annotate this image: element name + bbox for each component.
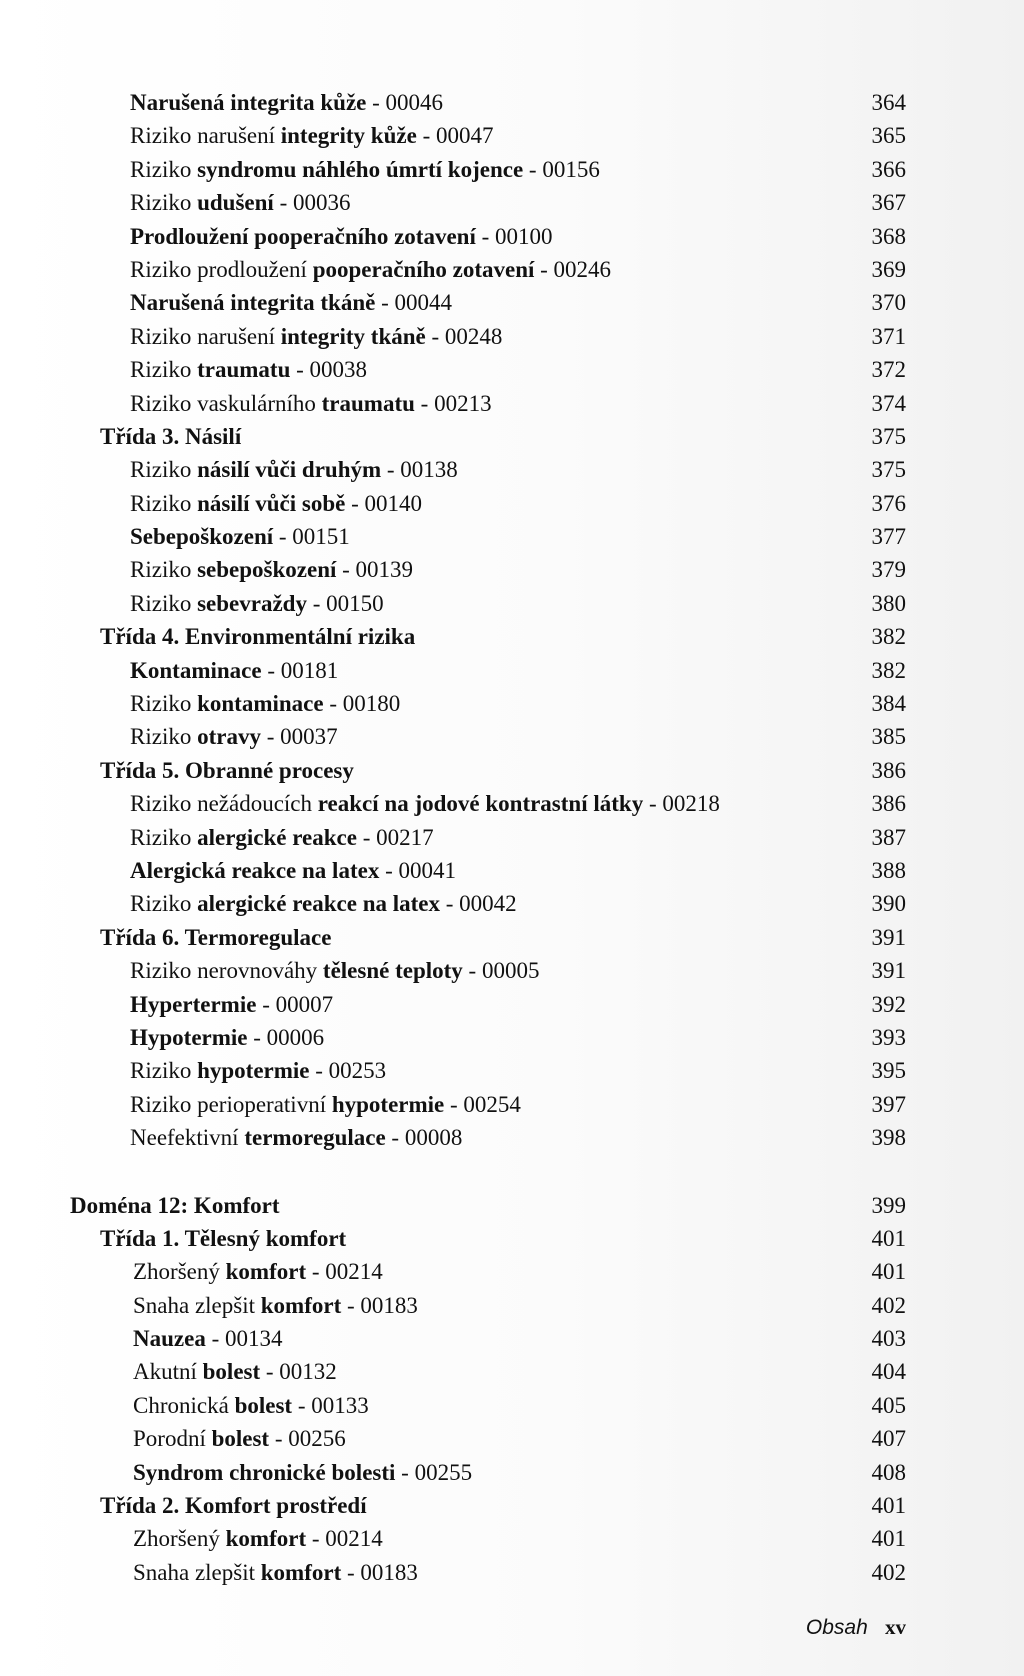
toc-entry (0, 1522, 1024, 1555)
toc-entry (0, 119, 1024, 152)
toc-page-number: 374 (871, 390, 906, 416)
toc-entry-title (130, 687, 400, 720)
toc-page-number: 401 (871, 1259, 906, 1285)
title-emphasis: Třída 2. Komfort prostředí (100, 1493, 367, 1519)
toc-entry-title (130, 954, 539, 987)
toc-entry (0, 1556, 1024, 1589)
toc-entry-title (130, 253, 611, 286)
title-emphasis: Třída 4. Environmentální rizika (100, 624, 416, 650)
toc-page-number: 399 (871, 1192, 906, 1218)
title-emphasis: Narušená integrita tkáně (130, 290, 376, 316)
title-suffix: - 00151 (273, 524, 350, 550)
title-suffix: - 00214 (306, 1259, 383, 1285)
title-emphasis: syndromu náhlého úmrtí kojence (197, 156, 524, 182)
toc-entry-title (130, 220, 553, 253)
toc-page-number: 366 (871, 156, 906, 182)
title-suffix: - 00183 (341, 1292, 418, 1318)
title-emphasis: Třída 1. Tělesný komfort (100, 1225, 347, 1251)
toc-class-entry (0, 921, 1024, 954)
toc-entry (0, 186, 1024, 219)
toc-entry (0, 1389, 1024, 1422)
title-prefix: Riziko (130, 490, 198, 516)
toc-entry-title (130, 453, 458, 486)
toc-page-number: 401 (871, 1493, 906, 1519)
title-prefix: Riziko (130, 590, 198, 616)
toc-entry (0, 687, 1024, 720)
running-heading: Obsah (805, 1616, 868, 1639)
toc-entry (0, 86, 1024, 119)
page-footer (806, 1615, 906, 1640)
title-emphasis: násilí vůči sobě (197, 490, 346, 516)
title-prefix: Chronická (133, 1392, 235, 1418)
title-prefix: Porodní (133, 1426, 212, 1452)
toc-class-entry (0, 420, 1024, 453)
toc-page-number: 375 (871, 457, 906, 483)
title-prefix: Zhoršený (133, 1259, 226, 1285)
title-prefix: Riziko (130, 691, 198, 717)
toc-page-number: 391 (871, 958, 906, 984)
title-suffix: - 00100 (475, 223, 553, 249)
title-suffix: - 00044 (375, 290, 452, 316)
toc-page-number: 376 (871, 490, 906, 516)
toc-entry (0, 387, 1024, 420)
title-suffix: - 00156 (523, 156, 600, 182)
title-prefix: Riziko (130, 190, 198, 216)
title-suffix: - 00213 (414, 390, 492, 416)
title-suffix: - 00134 (205, 1326, 283, 1352)
toc-page-number: 398 (871, 1125, 906, 1151)
toc-page-number: 390 (871, 891, 906, 917)
title-emphasis: komfort (225, 1259, 307, 1285)
toc-page-number: 386 (871, 757, 906, 783)
toc-entry-title (133, 1556, 418, 1589)
toc-entry-title (130, 119, 493, 152)
toc-entry (0, 720, 1024, 753)
toc-page-number: 404 (871, 1359, 906, 1385)
toc-entry-title (100, 420, 241, 453)
title-prefix: Riziko prodloužení (130, 256, 313, 282)
title-emphasis: Doména 12: Komfort (70, 1192, 280, 1218)
title-prefix: Riziko (130, 891, 198, 917)
title-emphasis: integrity kůže (280, 123, 417, 149)
title-suffix: - 00248 (425, 323, 503, 349)
toc-entry-title (100, 921, 331, 954)
toc-entry-title (130, 787, 720, 820)
toc-entry-title (130, 720, 338, 753)
title-emphasis: komfort (225, 1526, 307, 1552)
toc-page-number: 397 (871, 1091, 906, 1117)
toc-page-number: 377 (871, 524, 906, 550)
title-prefix: Riziko nežádoucích (130, 791, 318, 817)
title-emphasis: tělesné teploty (322, 958, 463, 984)
toc-entry-title (130, 520, 350, 553)
toc-page-number: 401 (871, 1225, 906, 1251)
toc-page-number: 402 (871, 1292, 906, 1318)
title-suffix: - 00181 (261, 657, 339, 683)
title-prefix: Riziko (130, 724, 198, 750)
title-suffix: - 00253 (309, 1058, 387, 1084)
title-emphasis: udušení (197, 190, 274, 216)
toc-page-number: 402 (871, 1559, 906, 1585)
title-suffix: - 00183 (341, 1559, 418, 1585)
toc-page-number: 368 (871, 223, 906, 249)
toc-entry-title (133, 1255, 383, 1288)
title-emphasis: násilí vůči druhým (197, 457, 382, 483)
title-suffix: - 00132 (260, 1359, 337, 1385)
toc-entry-title (130, 1054, 386, 1087)
title-emphasis: bolest (211, 1426, 270, 1452)
title-suffix: - 00246 (534, 256, 612, 282)
title-prefix: Riziko (130, 824, 198, 850)
toc-entry (0, 453, 1024, 486)
toc-page-number: 367 (871, 190, 906, 216)
toc-entry (0, 220, 1024, 253)
title-suffix: - 00042 (440, 891, 517, 917)
toc-class-entry (0, 754, 1024, 787)
title-suffix: - 00036 (273, 190, 351, 216)
title-prefix: Zhoršený (133, 1526, 226, 1552)
toc-entry (0, 787, 1024, 820)
table-of-contents (0, 86, 1024, 1589)
title-prefix: Riziko (130, 557, 198, 583)
toc-page-number: 385 (871, 724, 906, 750)
toc-entry-title (130, 988, 333, 1021)
toc-page-number: 365 (871, 123, 906, 149)
title-prefix: Snaha zlepšit (133, 1559, 261, 1585)
toc-entry-title (130, 286, 452, 319)
title-suffix: - 00037 (260, 724, 338, 750)
toc-class-entry (0, 1489, 1024, 1522)
title-emphasis: traumatu (321, 390, 415, 416)
toc-entry-title (130, 86, 443, 119)
title-prefix: Riziko (130, 357, 198, 383)
title-suffix: - 00214 (306, 1526, 383, 1552)
title-emphasis: termoregulace (244, 1125, 386, 1151)
title-suffix: - 00041 (379, 857, 456, 883)
toc-entry (0, 954, 1024, 987)
toc-entry-title (130, 1021, 324, 1054)
title-suffix: - 00038 (290, 357, 368, 383)
toc-page-number: 403 (871, 1326, 906, 1352)
title-emphasis: hypotermie (331, 1091, 445, 1117)
toc-entry (0, 1021, 1024, 1054)
toc-page-number: 408 (871, 1459, 906, 1485)
title-emphasis: pooperačního zotavení (312, 256, 535, 282)
toc-entry (0, 1355, 1024, 1388)
title-emphasis: sebepoškození (197, 557, 337, 583)
toc-entry-title (130, 887, 517, 920)
toc-class-entry (0, 620, 1024, 653)
title-suffix: - 00255 (395, 1459, 473, 1485)
title-emphasis: alergické reakce na latex (197, 891, 441, 917)
toc-entry-title (130, 353, 367, 386)
title-suffix: - 00256 (269, 1426, 346, 1452)
title-suffix: - 00006 (247, 1024, 325, 1050)
toc-entry (0, 320, 1024, 353)
title-emphasis: Třída 6. Termoregulace (100, 924, 332, 950)
toc-entry (0, 520, 1024, 553)
title-emphasis: komfort (260, 1559, 342, 1585)
title-emphasis: komfort (260, 1292, 342, 1318)
toc-entry-title (133, 1522, 383, 1555)
title-emphasis: Kontaminace (130, 657, 262, 683)
toc-entry-title (130, 153, 600, 186)
title-emphasis: hypotermie (197, 1058, 310, 1084)
toc-page-number: 364 (871, 90, 906, 115)
toc-entry (0, 1456, 1024, 1489)
title-emphasis: Třída 3. (100, 423, 180, 449)
toc-entry-title (133, 1355, 337, 1388)
toc-entry-title (70, 1189, 280, 1222)
toc-domain-entry (0, 1189, 1024, 1222)
toc-entry (0, 253, 1024, 286)
toc-entry (0, 487, 1024, 520)
title-suffix: - 00217 (356, 824, 434, 850)
title-suffix: - 00005 (462, 958, 540, 984)
title-suffix: - 00047 (416, 123, 494, 149)
page-number: xv (885, 1615, 906, 1639)
title-prefix: Riziko nerovnováhy (130, 958, 323, 984)
toc-entry-title (133, 1422, 346, 1455)
toc-entry-title (100, 620, 415, 653)
title-suffix: - 00008 (385, 1125, 463, 1151)
toc-page-number: 370 (871, 290, 906, 316)
title-emphasis: traumatu (197, 357, 291, 383)
title-suffix: - 00046 (366, 90, 444, 115)
toc-entry-title (100, 754, 354, 787)
toc-entry (0, 587, 1024, 620)
toc-entry-title (133, 1456, 472, 1489)
title-suffix: - 00140 (345, 490, 423, 516)
title-emphasis: otravy (197, 724, 261, 750)
title-emphasis: kontaminace (197, 691, 324, 717)
toc-entry (0, 1322, 1024, 1355)
title-prefix: Riziko (130, 457, 198, 483)
toc-page-number: 371 (871, 323, 906, 349)
toc-entry (0, 1121, 1024, 1154)
toc-entry (0, 654, 1024, 687)
title-prefix: Akutní (133, 1359, 203, 1385)
title-emphasis: Hypotermie (130, 1024, 248, 1050)
toc-entry-title (100, 1489, 367, 1522)
title-prefix: Riziko vaskulárního (130, 390, 322, 416)
title-emphasis: sebevraždy (197, 590, 307, 616)
title-suffix: Násilí (179, 423, 242, 449)
toc-page-number: 386 (871, 791, 906, 817)
toc-entry (0, 1054, 1024, 1087)
toc-entry-title (133, 1389, 369, 1422)
toc-entry-title (130, 320, 502, 353)
toc-page-number: 380 (871, 590, 906, 616)
toc-entry-title (130, 587, 384, 620)
title-prefix: Riziko (130, 156, 198, 182)
title-suffix: - 00133 (292, 1392, 369, 1418)
toc-page-number: 372 (871, 357, 906, 383)
toc-page-number: 393 (871, 1024, 906, 1050)
toc-page-number: 382 (871, 657, 906, 683)
title-emphasis: Nauzea (133, 1326, 206, 1352)
toc-entry (0, 553, 1024, 586)
title-suffix: - 00139 (336, 557, 414, 583)
toc-page-number: 369 (871, 256, 906, 282)
toc-entry-title (133, 1289, 418, 1322)
title-suffix: - 00150 (306, 590, 384, 616)
title-emphasis: Narušená integrita kůže (130, 90, 367, 115)
title-emphasis: Prodloužení pooperačního zotavení (130, 223, 476, 249)
title-emphasis: alergické reakce (197, 824, 357, 850)
toc-entry (0, 1289, 1024, 1322)
title-emphasis: integrity tkáně (280, 323, 426, 349)
toc-entry-title (130, 186, 350, 219)
title-emphasis: Hypertermie (130, 991, 257, 1017)
toc-entry (0, 1088, 1024, 1121)
title-prefix: Snaha zlepšit (133, 1292, 261, 1318)
toc-entry-title (130, 1121, 462, 1154)
title-emphasis: reakcí na jodové kontrastní látky (317, 791, 644, 817)
toc-page-number: 384 (871, 691, 906, 717)
title-prefix: Riziko narušení (130, 323, 281, 349)
title-suffix: - 00007 (256, 991, 334, 1017)
toc-entry-title (130, 821, 434, 854)
toc-entry (0, 353, 1024, 386)
title-prefix: Riziko (130, 1058, 198, 1084)
toc-page-number: 382 (871, 624, 906, 650)
toc-entry-title (100, 1222, 346, 1255)
title-prefix: Riziko narušení (130, 123, 281, 149)
toc-page-number: 387 (871, 824, 906, 850)
title-emphasis: Alergická reakce na latex (130, 857, 380, 883)
title-prefix: Neefektivní (130, 1125, 245, 1151)
toc-entry-title (130, 654, 338, 687)
title-suffix: - 00180 (323, 691, 401, 717)
toc-page-number: 407 (871, 1426, 906, 1452)
toc-entry-title (130, 854, 456, 887)
toc-page-number: 395 (871, 1058, 906, 1084)
toc-page-number: 375 (871, 423, 906, 449)
toc-entry (0, 1422, 1024, 1455)
title-prefix: Riziko perioperativní (130, 1091, 332, 1117)
toc-page-number: 379 (871, 557, 906, 583)
toc-page-number: 401 (871, 1526, 906, 1552)
toc-entry (0, 887, 1024, 920)
title-suffix: - 00254 (444, 1091, 521, 1117)
toc-entry (0, 153, 1024, 186)
title-emphasis: Sebepoškození (130, 524, 274, 550)
title-suffix: - 00138 (381, 457, 458, 483)
toc-page-number: 391 (871, 924, 906, 950)
toc-entry-title (130, 487, 422, 520)
title-emphasis: Syndrom chronické bolesti (133, 1459, 396, 1485)
toc-entry (0, 286, 1024, 319)
title-emphasis: bolest (202, 1359, 261, 1385)
toc-page-number: 388 (871, 857, 906, 883)
toc-page-number: 405 (871, 1392, 906, 1418)
toc-entry-title (133, 1322, 283, 1355)
toc-entry (0, 854, 1024, 887)
title-suffix: - 00218 (643, 791, 720, 817)
toc-entry-title (130, 387, 492, 420)
toc-entry (0, 988, 1024, 1021)
title-emphasis: bolest (234, 1392, 293, 1418)
section-gap (0, 1155, 1024, 1189)
toc-entry-title (130, 1088, 521, 1121)
toc-entry (0, 821, 1024, 854)
title-emphasis: Třída 5. Obranné procesy (100, 757, 354, 783)
toc-entry-title (130, 553, 413, 586)
toc-class-entry (0, 1222, 1024, 1255)
toc-entry (0, 1255, 1024, 1288)
toc-page-number: 392 (871, 991, 906, 1017)
